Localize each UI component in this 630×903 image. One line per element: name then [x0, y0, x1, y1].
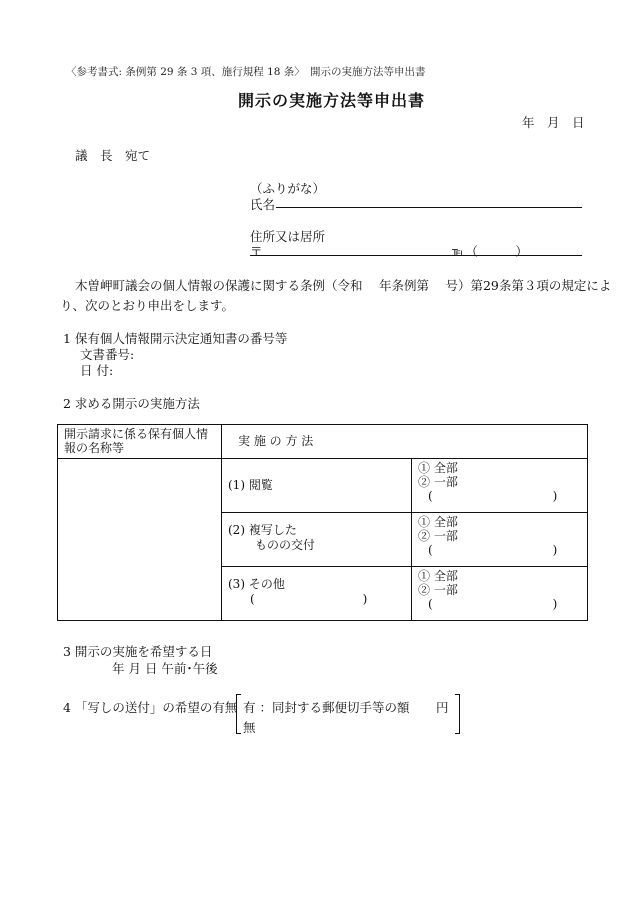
method-label: (1) 閲覧	[228, 478, 273, 492]
method-cell	[222, 459, 412, 513]
method-label: (3) その他	[228, 577, 285, 591]
address-label: 住所又は居所	[250, 229, 326, 244]
furigana-label: （ふりがな）	[250, 181, 326, 196]
section1-date-label: 日 付:	[80, 363, 114, 378]
table-header-row	[58, 425, 588, 459]
col2-header-text: 実 施 の 方 法	[238, 434, 314, 448]
option-cell[interactable]	[412, 459, 588, 513]
reference-line: 〈参考書式: 条例第 29 条 3 項、施行規程 18 条〉 開示の実施方法等申出書	[66, 66, 426, 78]
option-part-detail[interactable]: ( )	[428, 597, 558, 611]
document-title: 開示の実施方法等申出書	[238, 91, 426, 110]
method-label: (2) 複写した	[228, 523, 297, 537]
bracket-right	[455, 694, 460, 734]
name-field-line[interactable]	[276, 207, 582, 208]
postal-mark: 〒	[250, 244, 263, 259]
intro-text-line2: り、次のとおり申出をします。	[60, 298, 235, 313]
bracket-left	[236, 694, 241, 734]
address-field-line[interactable]	[250, 255, 582, 256]
doc-number-label: 文書番号:	[80, 347, 135, 362]
method-cell	[222, 567, 412, 621]
option-all[interactable]: ① 全部	[418, 569, 458, 583]
col1-header-line1: 開示請求に係る保有個人情	[64, 427, 209, 441]
option-cell[interactable]	[412, 513, 588, 567]
date-line: 年 月 日	[522, 115, 585, 130]
option-part[interactable]: ② 一部	[418, 475, 458, 489]
section1-heading: 1 保有個人情報開示決定通知書の番号等	[63, 331, 288, 346]
table-row	[58, 459, 588, 513]
option-yes[interactable]: 有 ：同封する郵便切手等の額	[243, 700, 410, 715]
addressee: 議 長 宛て	[75, 148, 151, 163]
option-part[interactable]: ② 一部	[418, 583, 458, 597]
option-part[interactable]: ② 一部	[418, 529, 458, 543]
section4-heading: 4 「写しの送付」の希望の有無	[63, 700, 238, 715]
col1-header	[58, 425, 222, 459]
intro-text-line1: 木曽岬町議会の個人情報の保護に関する条例（令和 年条例第 号）第29条第３項の規定によ	[75, 278, 612, 293]
yen-label: 円	[436, 700, 449, 715]
option-all[interactable]: ① 全部	[418, 461, 458, 475]
method-other-detail[interactable]: ( )	[250, 592, 368, 606]
name-label: 氏名	[250, 197, 276, 212]
col1-header-line2: 報の名称等	[64, 441, 125, 455]
tel-label: ℡（ ）	[452, 244, 528, 259]
option-part-detail[interactable]: ( )	[428, 543, 558, 557]
section2-heading: 2 求める開示の実施方法	[63, 396, 200, 411]
method-cell	[222, 513, 412, 567]
section3-heading: 3 開示の実施を希望する日	[63, 644, 213, 659]
info-name-cell[interactable]	[58, 459, 222, 621]
option-all[interactable]: ① 全部	[418, 515, 458, 529]
option-part-detail[interactable]: ( )	[428, 489, 558, 503]
option-cell[interactable]	[412, 567, 588, 621]
method-label-cont: ものの交付	[255, 538, 316, 552]
option-no[interactable]: 無	[243, 720, 256, 735]
preferred-date-line[interactable]: 年 月 日 午前･午後	[112, 661, 218, 676]
methods-table	[57, 424, 588, 621]
col2-header	[222, 425, 588, 459]
